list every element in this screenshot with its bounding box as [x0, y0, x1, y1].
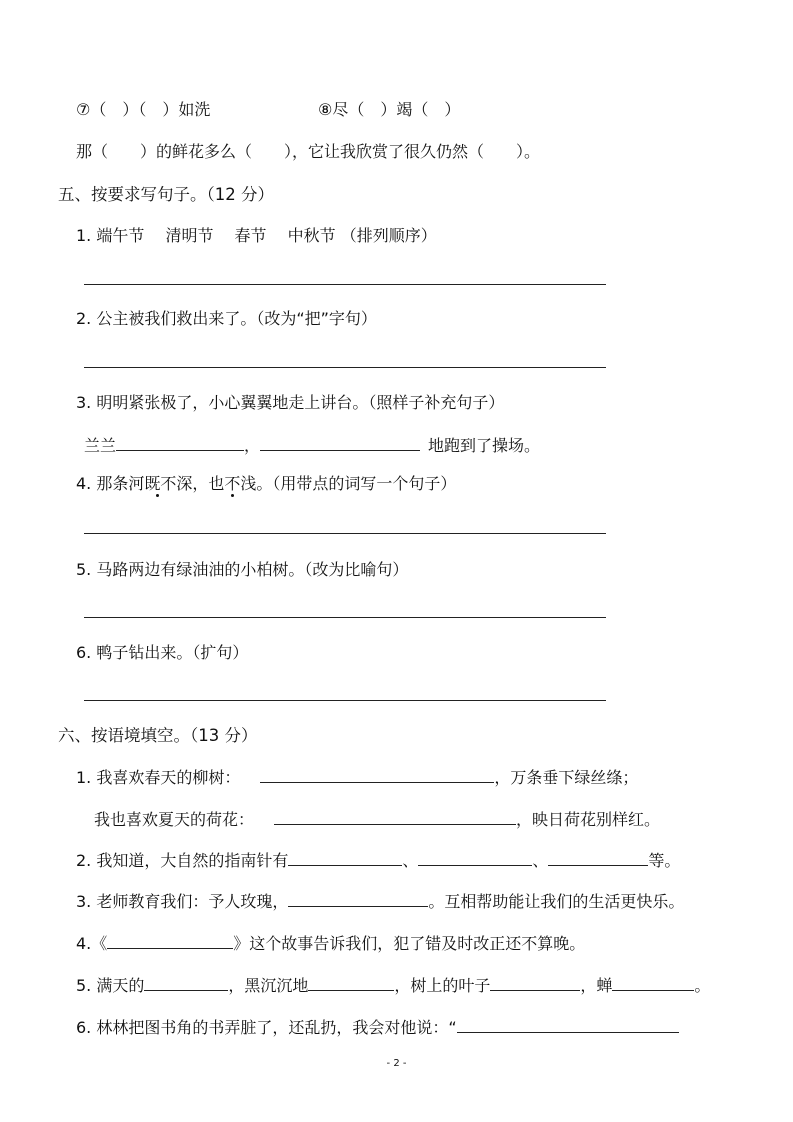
- s6-q5-blank-4[interactable]: [612, 975, 694, 991]
- s5-q3-blank-2[interactable]: [260, 435, 420, 451]
- s6-q1-row-1: [76, 767, 638, 788]
- s6-q5: [76, 975, 710, 996]
- s5-q3-sep: ，: [244, 436, 261, 455]
- s6-q4-suffix: 》这个故事告诉我们，犯了错及时改正还不算晚。: [233, 934, 586, 953]
- s6-q2-blank-2[interactable]: [418, 850, 532, 866]
- s5-q6-answer-line[interactable]: [84, 700, 606, 701]
- page-number: - 2 -: [386, 1058, 407, 1069]
- s5-q5-answer-line[interactable]: [84, 617, 606, 618]
- s6-q2-blank-3[interactable]: [548, 850, 648, 866]
- s5-q1-answer-line[interactable]: [84, 284, 606, 285]
- s5-q3-prefix: 兰兰: [84, 436, 117, 455]
- s6-q3-prefix: 3. 老师教育我们：予人玫瑰，: [76, 892, 289, 911]
- s6-q3-suffix: 。互相帮助能让我们的生活更快乐。: [428, 892, 685, 911]
- s5-q3: 3. 明明紧张极了，小心翼翼地走上讲台。（照样子补充句子）: [76, 393, 505, 412]
- item-7: ⑦（ ）（ ）如洗: [76, 100, 211, 119]
- s5-q6: 6. 鸭子钻出来。（扩句）: [76, 643, 249, 662]
- s6-q1b-suffix: ，映日荷花别样红。: [516, 810, 661, 829]
- s6-q2-sep-2: 、: [532, 851, 549, 870]
- s5-q3-blank-1[interactable]: [116, 435, 244, 451]
- s6-q6-prefix: 6. 林林把图书角的书弄脏了，还乱扔，我会对他说：“: [76, 1018, 457, 1037]
- s6-q1a-blank[interactable]: [260, 767, 494, 783]
- s5-q5: 5. 马路两边有绿油油的小柏树。（改为比喻句）: [76, 560, 409, 579]
- s5-q4: 4. 那条河既不深，也不浅。（用带点的词写一个句子）: [76, 474, 457, 493]
- s6-q5-blank-1[interactable]: [144, 975, 228, 991]
- emphasis-dot: [231, 494, 234, 497]
- s5-q1: 1. 端午节 清明节 春节 中秋节 （排列顺序）: [76, 226, 437, 245]
- s6-q2-blank-1[interactable]: [288, 850, 402, 866]
- s6-q4: [76, 933, 585, 954]
- s6-q5-part-1: 5. 满天的: [76, 976, 145, 995]
- s6-q2-prefix: 2. 我知道，大自然的指南针有: [76, 851, 289, 870]
- s5-q3-suffix: 地跑到了操场。: [428, 436, 541, 455]
- s6-q5-blank-2[interactable]: [308, 975, 394, 991]
- s6-q5-part-3: ，树上的叶子: [394, 976, 491, 995]
- section-5-title: 五、按要求写句子。（12 分）: [58, 185, 274, 204]
- item-8: ⑧尽（ ）竭（ ）: [318, 100, 461, 119]
- section-6-title: 六、按语境填空。（13 分）: [58, 726, 258, 745]
- s6-q5-part-2: ，黑沉沉地: [228, 976, 309, 995]
- s6-q2-sep-1: 、: [402, 851, 419, 870]
- s6-q5-blank-3[interactable]: [490, 975, 580, 991]
- s6-q2: [76, 850, 680, 871]
- s5-q2: 2. 公主被我们救出来了。（改为“把”字句）: [76, 309, 377, 328]
- s5-q4-answer-line[interactable]: [84, 533, 606, 534]
- s5-q2-answer-line[interactable]: [84, 367, 606, 368]
- s6-q1a-suffix: ，万条垂下绿丝绦；: [494, 768, 639, 787]
- s6-q4-blank[interactable]: [107, 933, 233, 949]
- s6-q4-prefix: 4.《: [76, 934, 108, 953]
- s6-q1b-blank[interactable]: [274, 809, 516, 825]
- flower-sentence: 那（ ）的鲜花多么（ ），它让我欣赏了很久仍然（ ）。: [76, 142, 541, 161]
- s6-q5-part-4: ，蝉: [580, 976, 613, 995]
- s6-q3: [76, 891, 684, 912]
- s6-q3-blank[interactable]: [288, 891, 428, 907]
- s6-q5-part-5: 。: [694, 976, 711, 995]
- s6-q1a-prefix: 1. 我喜欢春天的柳树：: [76, 768, 241, 787]
- emphasis-dot: [156, 494, 159, 497]
- s6-q6-blank[interactable]: [457, 1017, 679, 1033]
- s6-q1b-prefix: 我也喜欢夏天的荷花：: [94, 810, 255, 829]
- s6-q1-row-2: [94, 809, 660, 830]
- s6-q2-suffix: 等。: [648, 851, 681, 870]
- s6-q6: [76, 1017, 679, 1038]
- s5-q3-fill-row: [84, 435, 540, 456]
